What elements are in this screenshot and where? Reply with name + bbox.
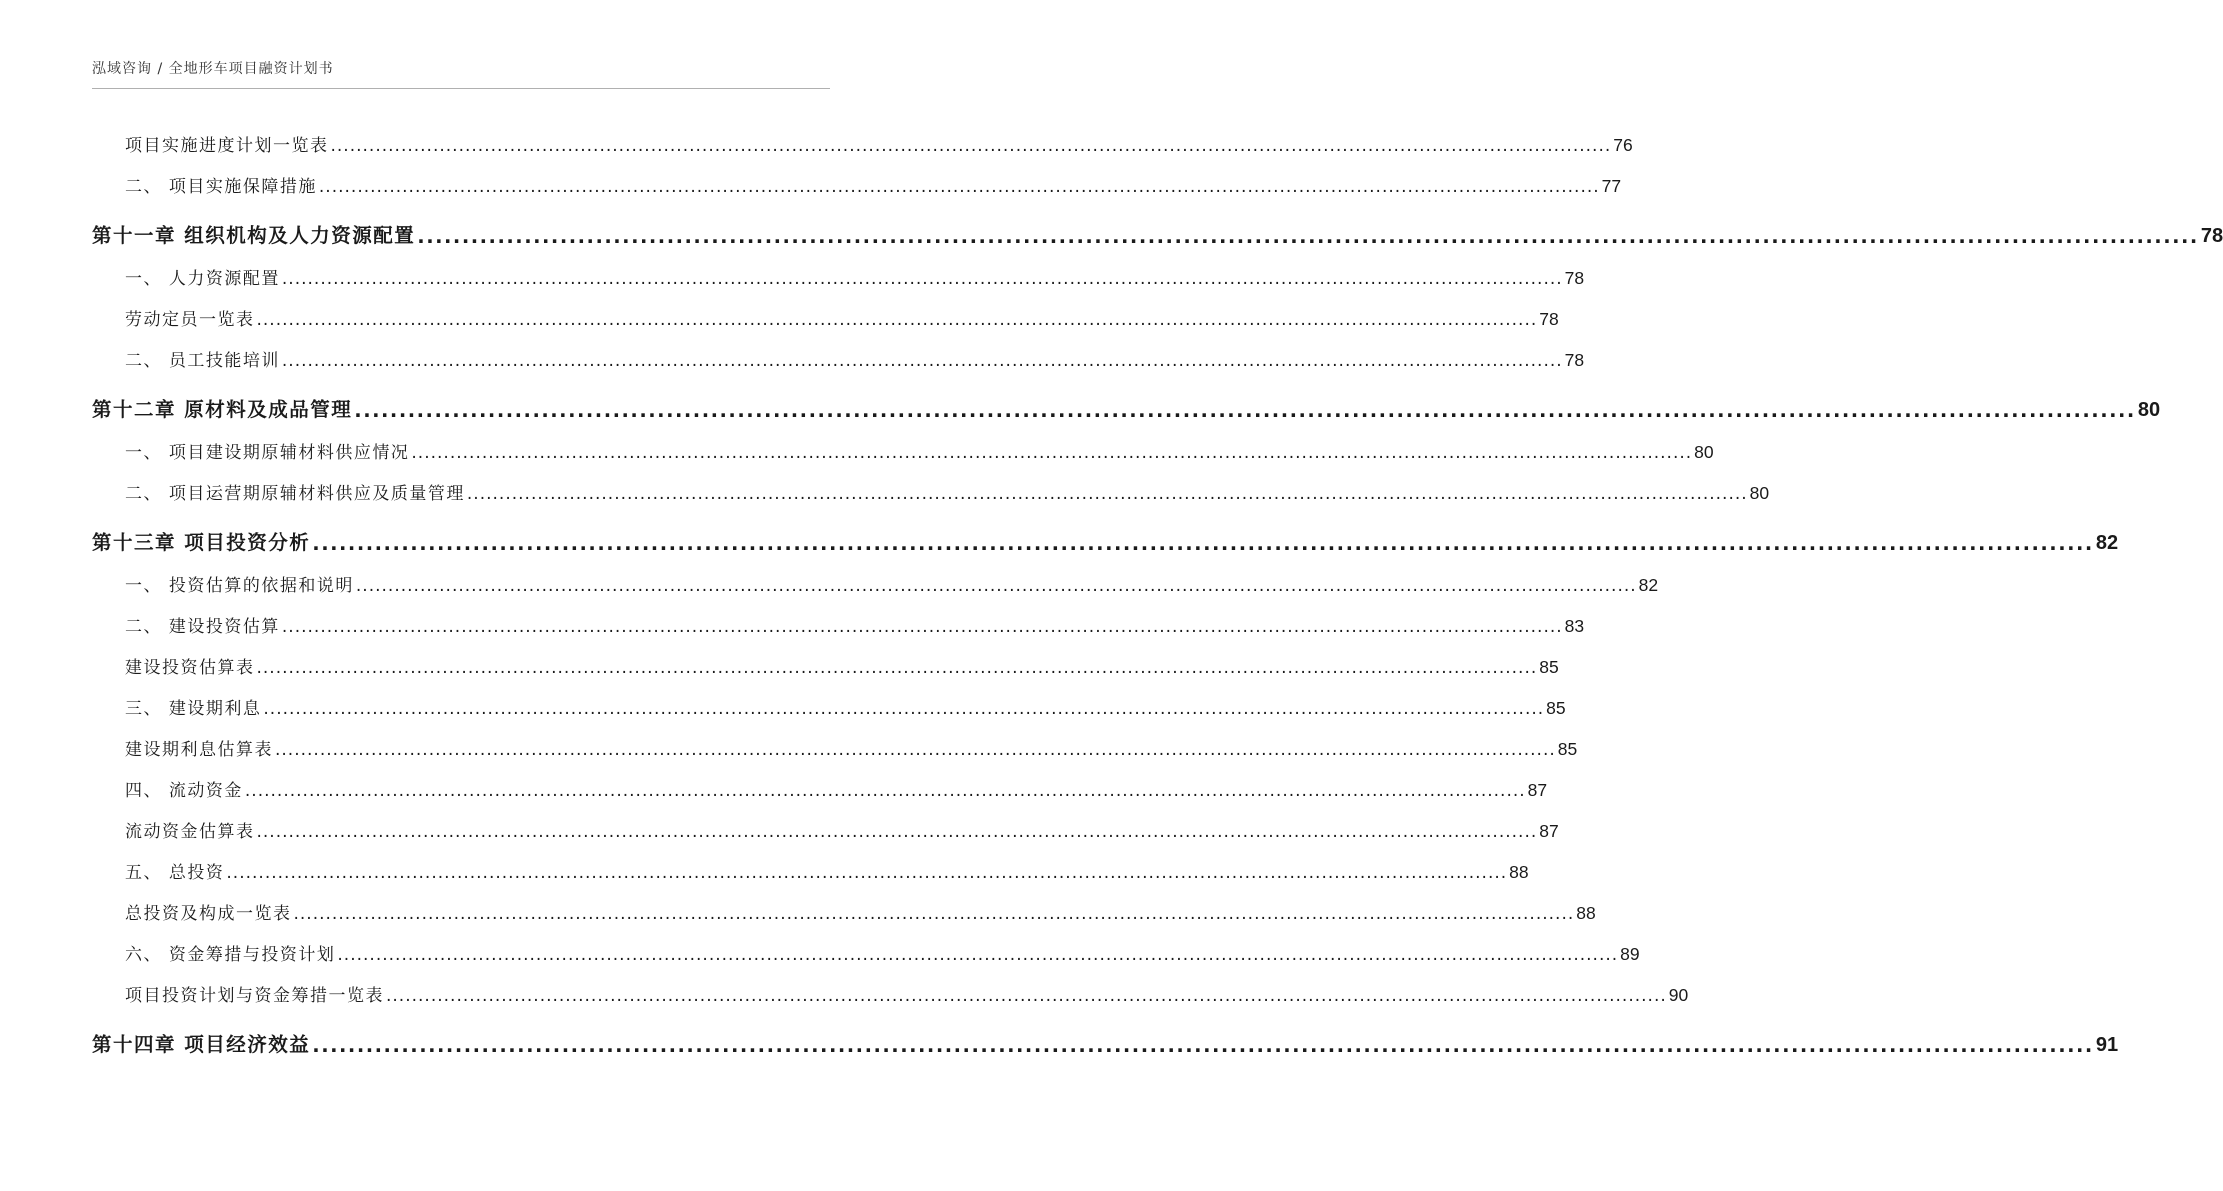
toc-entry-title: 流动资金估算表 (125, 822, 255, 842)
toc-entry[interactable] (92, 924, 1640, 965)
toc-entry-page: 89 (1620, 944, 1640, 964)
toc-entry[interactable] (92, 289, 1559, 330)
toc-entry-page: 83 (1564, 616, 1585, 636)
toc-chapter-title: 第十二章 原材料及成品管理 (92, 398, 353, 421)
toc-entry-page: 88 (1576, 903, 1596, 923)
toc-entry-title: 一、 投资估算的依据和说明 (125, 576, 354, 596)
toc-leader-dots: ........................................................................................................................................................................................................ (386, 986, 1667, 1006)
toc-entry-title: 二、 员工技能培训 (125, 351, 280, 371)
toc-leader-dots: ........................................................................................................................................................................................................ (466, 484, 1748, 504)
toc-entry-title: 一、 项目建设期原辅材料供应情况 (125, 443, 410, 463)
toc-entry-page: 80 (1749, 483, 1770, 503)
toc-entry[interactable] (92, 115, 1633, 156)
toc-entry-page: 78 (1564, 268, 1585, 288)
toc-entry[interactable] (92, 801, 1559, 842)
toc-entry-page: 76 (1613, 135, 1633, 155)
toc-entry-page: 82 (1638, 575, 1659, 595)
toc-entry-page: 78 (1539, 309, 1559, 329)
header-divider (92, 88, 830, 89)
toc-leader-dots: ........................................................................................................................................................................................................ (281, 269, 1563, 289)
toc-entry-page: 88 (1509, 862, 1529, 882)
toc-leader-dots: ........................................................................................................................................................................................................ (256, 822, 1538, 842)
toc-entry-title: 项目实施进度计划一览表 (125, 136, 329, 156)
toc-chapter-entry[interactable] (92, 1006, 2119, 1057)
toc-leader-dots: ........................................................................................................................................................................................................ (312, 1034, 2094, 1057)
toc-entry[interactable] (92, 760, 1548, 801)
toc-entry-title: 四、 流动资金 (125, 781, 243, 801)
toc-entry[interactable] (92, 637, 1559, 678)
toc-leader-dots: ........................................................................................................................................................................................................ (275, 740, 1556, 760)
toc-entry-title: 项目投资计划与资金筹措一览表 (125, 986, 384, 1006)
toc-leader-dots: ........................................................................................................................................................................................................ (417, 225, 2199, 248)
toc-leader-dots: ........................................................................................................................................................................................................ (318, 177, 1600, 197)
toc-entry-title: 二、 项目运营期原辅材料供应及质量管理 (125, 484, 465, 504)
toc-chapter-page: 91 (2095, 1034, 2119, 1056)
toc-chapter-title: 第十四章 项目经济效益 (92, 1033, 311, 1056)
toc-entry[interactable] (92, 330, 1585, 371)
toc-chapter-entry[interactable] (92, 371, 2161, 422)
running-header: 泓域咨询 / 全地形车项目融资计划书 (92, 61, 334, 77)
toc-entry-page: 85 (1546, 698, 1566, 718)
toc-entry-page: 77 (1601, 176, 1622, 196)
toc-leader-dots: ........................................................................................................................................................................................................ (355, 576, 1637, 596)
toc-chapter-title: 第十一章 组织机构及人力资源配置 (92, 224, 416, 247)
toc-leader-dots: ........................................................................................................................................................................................................ (312, 532, 2094, 555)
toc-entry[interactable] (92, 842, 1529, 883)
toc-leader-dots: ........................................................................................................................................................................................................ (263, 699, 1545, 719)
toc-entry-title: 五、 总投资 (125, 863, 225, 883)
toc-chapter-page: 80 (2137, 399, 2161, 421)
toc-entry-page: 78 (1564, 350, 1585, 370)
toc-entry-title: 一、 人力资源配置 (125, 269, 280, 289)
toc-leader-dots: ........................................................................................................................................................................................................ (281, 351, 1563, 371)
toc-entry-title: 三、 建设期利息 (125, 699, 262, 719)
toc-chapter-page: 82 (2095, 532, 2119, 554)
toc-entry-title: 六、 资金筹措与投资计划 (125, 945, 336, 965)
toc-chapter-title: 第十三章 项目投资分析 (92, 531, 311, 554)
toc-entry-title: 建设期利息估算表 (125, 740, 273, 760)
toc-entry[interactable] (92, 248, 1585, 289)
toc-entry-title: 二、 建设投资估算 (125, 617, 280, 637)
toc-entry-page: 90 (1668, 985, 1689, 1005)
toc-entry-title: 劳动定员一览表 (125, 310, 255, 330)
toc-entry-page: 87 (1539, 821, 1559, 841)
toc-entry[interactable] (92, 422, 1714, 463)
toc-entry[interactable] (92, 678, 1566, 719)
toc-leader-dots: ........................................................................................................................................................................................................ (293, 904, 1575, 924)
toc-entry[interactable] (92, 965, 1689, 1006)
toc-leader-dots: ........................................................................................................................................................................................................ (256, 310, 1538, 330)
toc-leader-dots: ........................................................................................................................................................................................................ (337, 945, 1619, 965)
toc-leader-dots: ........................................................................................................................................................................................................ (411, 443, 1693, 463)
toc-leader-dots: ........................................................................................................................................................................................................ (330, 136, 1612, 156)
toc-entry-page: 87 (1527, 780, 1548, 800)
toc-entry[interactable] (92, 555, 1659, 596)
toc-entry-page: 85 (1557, 739, 1578, 759)
toc-entry[interactable] (92, 719, 1578, 760)
table-of-contents (92, 115, 2223, 1057)
toc-entry[interactable] (92, 156, 1622, 197)
toc-leader-dots: ........................................................................................................................................................................................................ (256, 658, 1538, 678)
toc-leader-dots: ........................................................................................................................................................................................................ (354, 399, 2136, 422)
toc-chapter-entry[interactable] (92, 197, 2223, 248)
toc-leader-dots: ........................................................................................................................................................................................................ (244, 781, 1526, 801)
toc-entry[interactable] (92, 463, 1770, 504)
toc-entry[interactable] (92, 596, 1585, 637)
toc-chapter-entry[interactable] (92, 504, 2119, 555)
toc-chapter-page: 78 (2200, 225, 2223, 247)
toc-entry-title: 总投资及构成一览表 (125, 904, 292, 924)
toc-entry-page: 85 (1539, 657, 1559, 677)
toc-leader-dots: ........................................................................................................................................................................................................ (226, 863, 1508, 883)
toc-entry[interactable] (92, 883, 1596, 924)
toc-entry-page: 80 (1694, 442, 1714, 462)
toc-entry-title: 建设投资估算表 (125, 658, 255, 678)
toc-leader-dots: ........................................................................................................................................................................................................ (281, 617, 1563, 637)
toc-entry-title: 二、 项目实施保障措施 (125, 177, 317, 197)
